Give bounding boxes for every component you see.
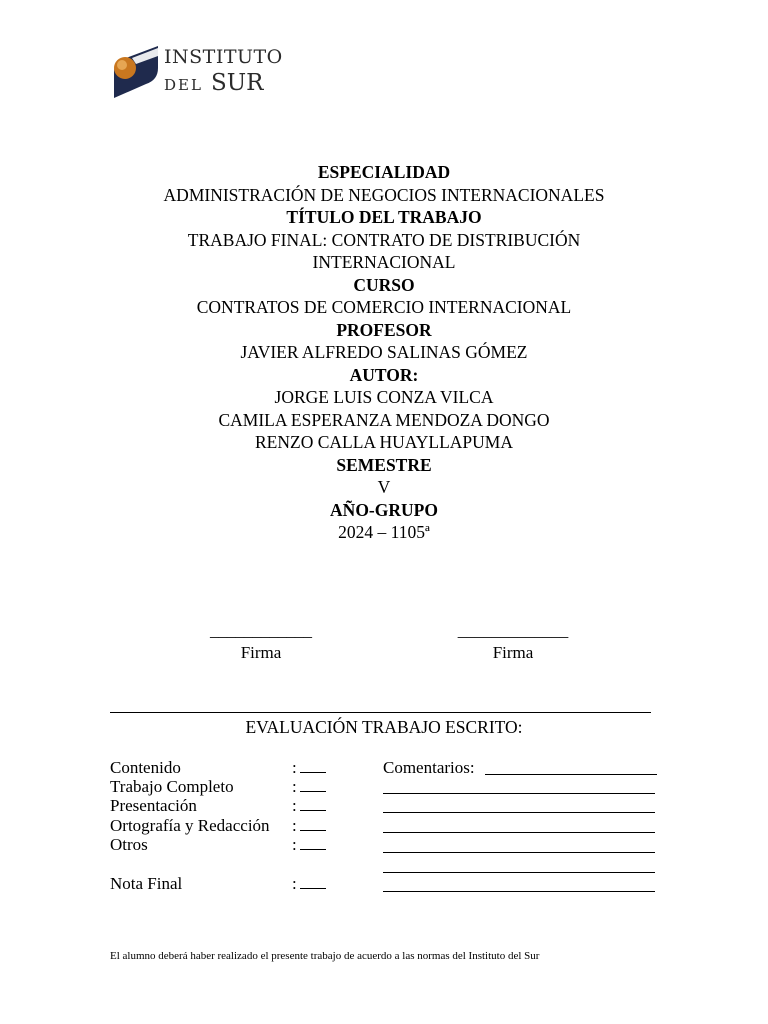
titulo-label: TÍTULO DEL TRABAJO bbox=[286, 207, 482, 227]
logo-text-sur: SUR bbox=[210, 70, 264, 96]
logo-text-instituto: INSTITUTO bbox=[164, 46, 283, 68]
score-field[interactable] bbox=[292, 796, 326, 816]
curso-value: CONTRATOS DE COMERCIO INTERNACIONAL bbox=[196, 297, 572, 317]
score-field[interactable] bbox=[292, 758, 326, 778]
titulo-value-line2: INTERNACIONAL bbox=[312, 252, 456, 272]
evaluation-divider bbox=[110, 712, 651, 713]
profesor-label: PROFESOR bbox=[336, 319, 432, 340]
colon: : bbox=[292, 874, 297, 893]
criterion-label: Trabajo Completo bbox=[110, 777, 234, 796]
logo-text-del: DEL bbox=[164, 76, 203, 94]
score-blank[interactable] bbox=[300, 835, 326, 850]
especialidad-label: ESPECIALIDAD bbox=[317, 162, 451, 182]
comments-line[interactable] bbox=[383, 872, 655, 873]
footnote: El alumno deberá haber realizado el presente trabajo de acuerdo a las normas del Instituto del Sur bbox=[110, 950, 540, 962]
semestre-value: V bbox=[377, 477, 391, 497]
final-grade-label: Nota Final bbox=[110, 874, 183, 893]
score-field[interactable] bbox=[292, 816, 326, 836]
colon: : bbox=[292, 758, 297, 777]
especialidad-value: ADMINISTRACIÓN DE NEGOCIOS INTERNACIONALES bbox=[163, 184, 605, 205]
colon: : bbox=[292, 777, 297, 796]
score-field[interactable] bbox=[292, 777, 326, 797]
score-field[interactable] bbox=[292, 835, 326, 855]
semestre-label: SEMESTRE bbox=[336, 454, 432, 475]
logo-text-del-sur bbox=[164, 70, 263, 96]
autor-name: JORGE LUIS CONZA VILCA bbox=[274, 387, 494, 407]
signature-label: Firma bbox=[492, 643, 534, 662]
criterion-label: Otros bbox=[110, 835, 148, 854]
criterion-label: Contenido bbox=[110, 758, 181, 777]
comments-line[interactable] bbox=[383, 812, 655, 813]
profesor-value: JAVIER ALFREDO SALINAS GÓMEZ bbox=[240, 342, 528, 362]
autor-name: RENZO CALLA HUAYLLAPUMA bbox=[255, 432, 513, 452]
score-blank[interactable] bbox=[300, 796, 326, 811]
score-blank[interactable] bbox=[300, 758, 326, 773]
anio-grupo-label: AÑO-GRUPO bbox=[330, 499, 438, 520]
titulo-value-line1: TRABAJO FINAL: CONTRATO DE DISTRIBUCIÓN bbox=[187, 229, 581, 250]
comments-line[interactable] bbox=[383, 793, 655, 794]
autor-name: CAMILA ESPERANZA MENDOZA DONGO bbox=[218, 409, 550, 430]
institute-logo bbox=[112, 44, 283, 100]
colon: : bbox=[292, 835, 297, 854]
colon: : bbox=[292, 816, 297, 835]
final-grade-field[interactable] bbox=[292, 874, 326, 894]
colon: : bbox=[292, 796, 297, 815]
criterion-label: Ortografía y Redacción bbox=[110, 816, 270, 835]
signature-line[interactable]: ____________ bbox=[210, 621, 312, 640]
comments-label: Comentarios: bbox=[383, 758, 475, 777]
comments-line[interactable] bbox=[383, 832, 655, 833]
comments-line[interactable] bbox=[485, 774, 657, 775]
curso-label: CURSO bbox=[353, 274, 415, 295]
signature-label: Firma bbox=[240, 643, 282, 662]
cover-block bbox=[0, 161, 768, 544]
comments-line[interactable] bbox=[383, 852, 655, 853]
criterion-label: Presentación bbox=[110, 796, 197, 815]
final-grade-blank[interactable] bbox=[300, 874, 326, 889]
score-blank[interactable] bbox=[300, 777, 326, 792]
score-blank[interactable] bbox=[300, 816, 326, 831]
signature-block-1 bbox=[200, 620, 322, 664]
comments-line[interactable] bbox=[383, 891, 655, 892]
signature-block-2 bbox=[448, 620, 578, 664]
institute-logo-mark bbox=[112, 44, 160, 98]
anio-grupo-value: 2024 – 1105ª bbox=[338, 522, 430, 542]
autor-label: AUTOR: bbox=[349, 364, 419, 385]
evaluation-title: EVALUACIÓN TRABAJO ESCRITO: bbox=[245, 717, 523, 737]
signature-line[interactable]: _____________ bbox=[457, 621, 569, 640]
